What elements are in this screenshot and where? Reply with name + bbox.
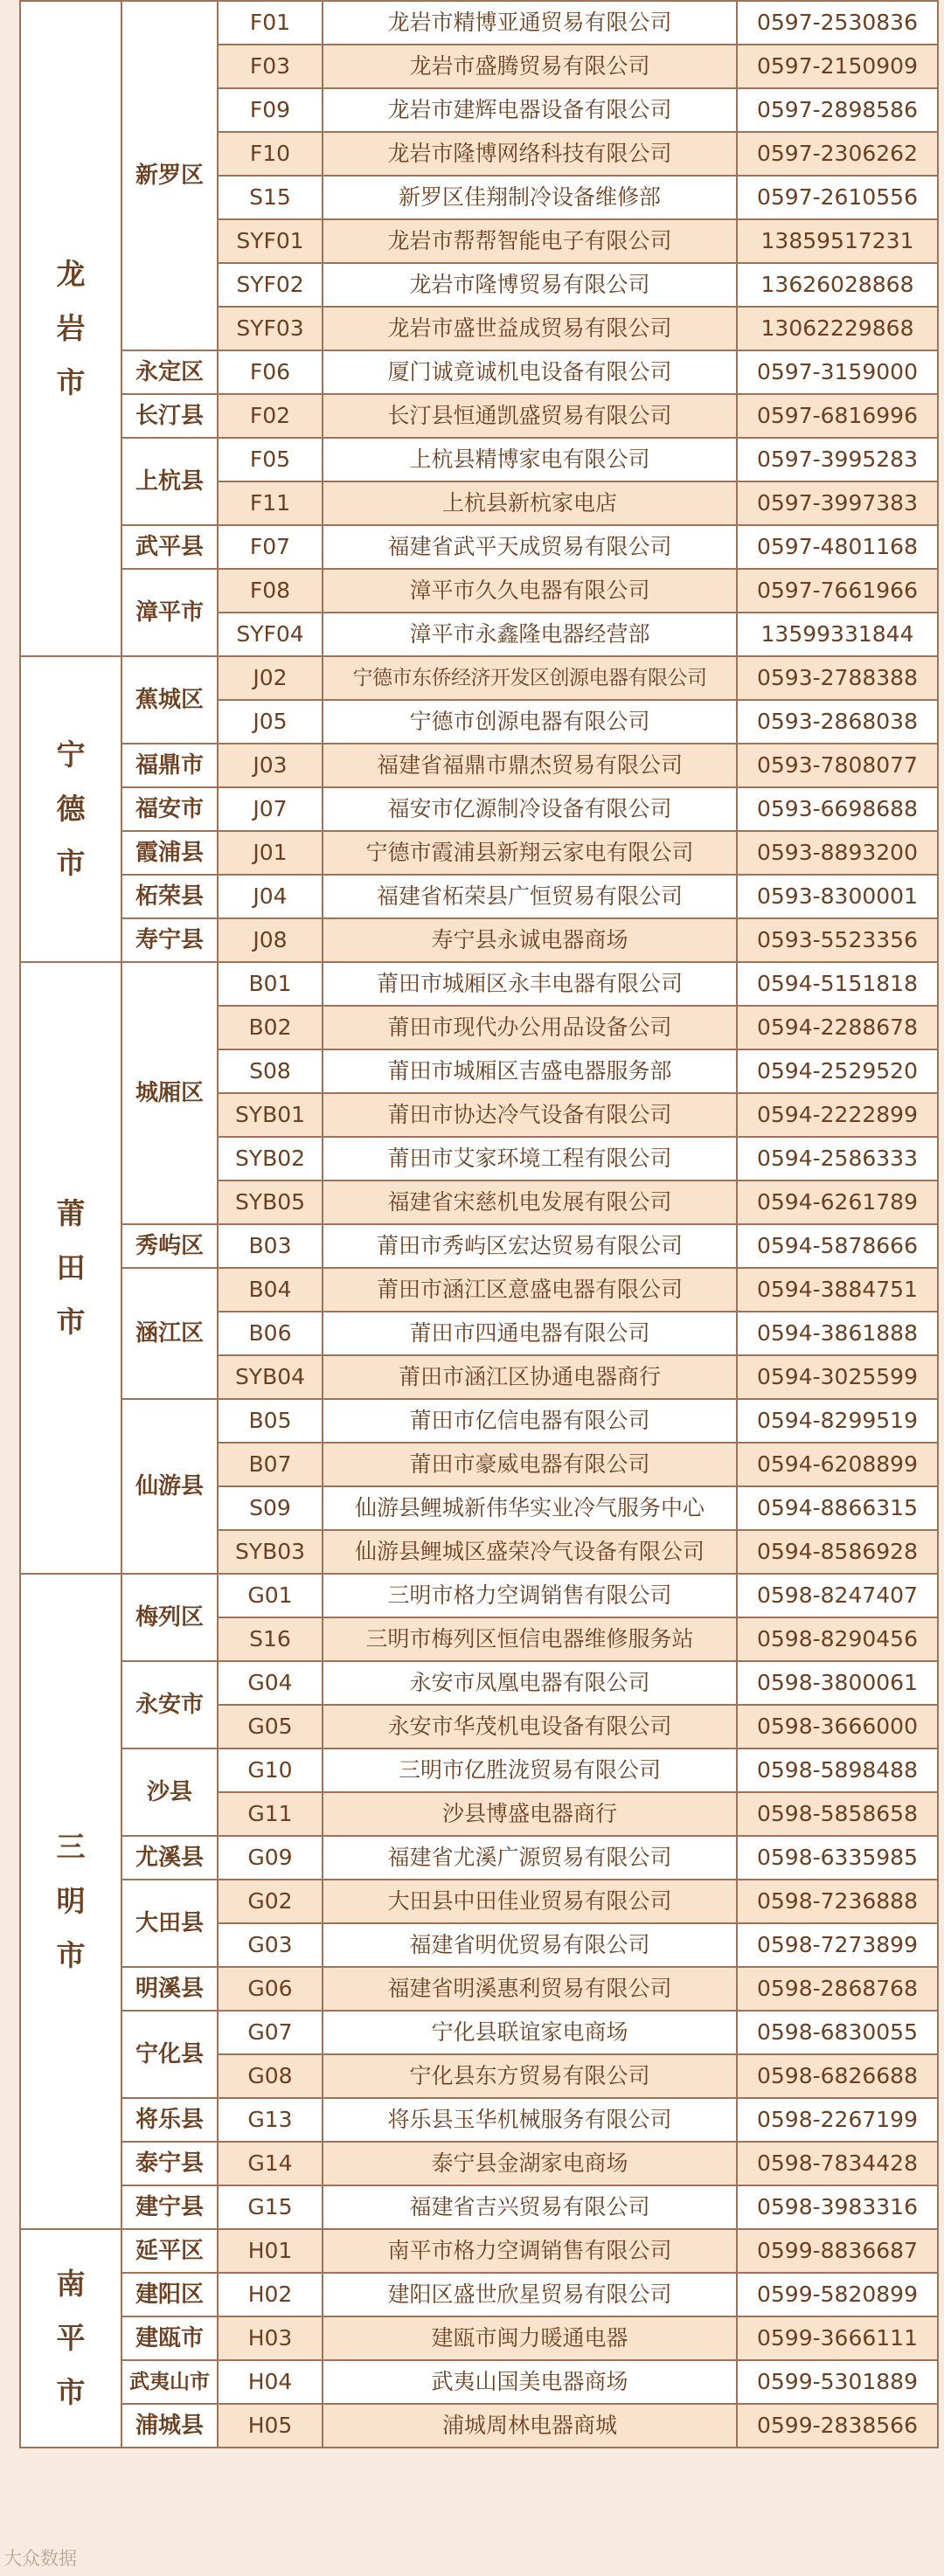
city-name: 宁德市 [56, 737, 86, 880]
dealer-name-cell: 宁德市东侨经济开发区创源电器有限公司 [323, 656, 737, 700]
dealer-name-cell: 莆田市城厢区吉盛电器服务部 [323, 1049, 737, 1093]
table-row [20, 787, 938, 831]
dealer-code-cell: F01 [218, 1, 323, 45]
dealer-code-cell: S09 [218, 1486, 323, 1530]
table-row [20, 1661, 938, 1705]
district-cell: 柘荣县 [121, 875, 218, 918]
dealer-phone-cell: 0594-8586928 [737, 1530, 938, 1574]
dealer-name-cell: 寿宁县永诚电器商场 [323, 918, 737, 962]
dealer-code-cell: J08 [218, 918, 323, 962]
district-cell: 武平县 [121, 525, 218, 569]
dealer-name-cell: 龙岩市盛腾贸易有限公司 [323, 45, 737, 88]
dealer-phone-cell: 0598-3666000 [737, 1705, 938, 1748]
dealer-name-cell: 宁德市创源电器有限公司 [323, 700, 737, 744]
district-cell: 漳平市 [121, 569, 218, 656]
dealer-phone-cell: 0599-3666111 [737, 2316, 938, 2360]
dealer-code-cell: F06 [218, 350, 323, 394]
district-cell: 长汀县 [121, 394, 218, 438]
dealer-phone-cell: 0597-2150909 [737, 45, 938, 88]
district-cell: 将乐县 [121, 2098, 218, 2142]
district-cell: 武夷山市 [121, 2360, 218, 2404]
dealer-name-cell: 厦门诚竟诚机电设备有限公司 [323, 350, 737, 394]
dealer-name-cell: 龙岩市帮帮智能电子有限公司 [323, 219, 737, 263]
dealer-code-cell: S16 [218, 1617, 323, 1661]
district-cell: 蕉城区 [121, 656, 218, 744]
table-row [20, 438, 938, 481]
table-row [20, 1574, 938, 1617]
dealer-phone-cell: 0597-2530836 [737, 1, 938, 45]
dealer-name-cell: 福安市亿源制冷设备有限公司 [323, 787, 737, 831]
district-cell: 城厢区 [121, 962, 218, 1224]
dealer-phone-cell: 0598-7834428 [737, 2142, 938, 2185]
dealer-name-cell: 泰宁县金湖家电商场 [323, 2142, 737, 2185]
dealer-code-cell: G13 [218, 2098, 323, 2142]
dealer-code-cell: SYB03 [218, 1530, 323, 1574]
dealer-name-cell: 莆田市涵江区意盛电器有限公司 [323, 1268, 737, 1312]
dealer-phone-cell: 0593-2868038 [737, 700, 938, 744]
dealer-name-cell: 漳平市永鑫隆电器经营部 [323, 613, 737, 656]
dealer-code-cell: S15 [218, 176, 323, 219]
dealer-name-cell: 福建省明溪惠利贸易有限公司 [323, 1967, 737, 2011]
table-row [20, 2273, 938, 2316]
dealer-code-cell: G03 [218, 1923, 323, 1967]
dealer-name-cell: 三明市格力空调销售有限公司 [323, 1574, 737, 1617]
dealer-name-cell: 莆田市亿信电器有限公司 [323, 1399, 737, 1443]
dealer-phone-cell: 0594-6261789 [737, 1181, 938, 1224]
dealer-phone-cell: 0593-6698688 [737, 787, 938, 831]
dealer-phone-cell: 0599-5820899 [737, 2273, 938, 2316]
dealer-code-cell: J04 [218, 875, 323, 918]
dealer-code-cell: SYB04 [218, 1355, 323, 1399]
dealer-phone-cell: 0593-7808077 [737, 744, 938, 787]
table-row [20, 569, 938, 613]
district-cell: 尤溪县 [121, 1836, 218, 1880]
dealer-name-cell: 仙游县鲤城区盛荣冷气设备有限公司 [323, 1530, 737, 1574]
district-cell: 新罗区 [121, 1, 218, 350]
dealer-name-cell: 莆田市现代办公用品设备公司 [323, 1006, 737, 1049]
dealer-name-cell: 建瓯市闽力暖通电器 [323, 2316, 737, 2360]
dealer-code-cell: SYB05 [218, 1181, 323, 1224]
dealer-name-cell: 将乐县玉华机械服务有限公司 [323, 2098, 737, 2142]
district-cell: 永安市 [121, 1661, 218, 1748]
district-cell: 寿宁县 [121, 918, 218, 962]
dealer-name-cell: 建阳区盛世欣星贸易有限公司 [323, 2273, 737, 2316]
table-row [20, 744, 938, 787]
dealer-code-cell: J05 [218, 700, 323, 744]
dealer-name-cell: 上杭县新杭家电店 [323, 481, 737, 525]
dealer-table [19, 0, 939, 2448]
dealer-name-cell: 宁德市霞浦县新翔云家电有限公司 [323, 831, 737, 875]
district-cell: 霞浦县 [121, 831, 218, 875]
dealer-code-cell: G01 [218, 1574, 323, 1617]
table-row [20, 1967, 938, 2011]
dealer-phone-cell: 13062229868 [737, 307, 938, 350]
dealer-code-cell: B03 [218, 1224, 323, 1268]
dealer-name-cell: 龙岩市盛世益成贸易有限公司 [323, 307, 737, 350]
table-row [20, 656, 938, 700]
dealer-code-cell: B06 [218, 1312, 323, 1355]
dealer-name-cell: 龙岩市精博亚通贸易有限公司 [323, 1, 737, 45]
dealer-phone-cell: 0598-3983316 [737, 2185, 938, 2229]
dealer-phone-cell: 0597-3159000 [737, 350, 938, 394]
district-cell: 建阳区 [121, 2273, 218, 2316]
dealer-name-cell: 莆田市豪威电器有限公司 [323, 1443, 737, 1486]
district-cell: 梅列区 [121, 1574, 218, 1661]
district-cell: 秀屿区 [121, 1224, 218, 1268]
dealer-code-cell: G06 [218, 1967, 323, 2011]
table-row [20, 1224, 938, 1268]
dealer-phone-cell: 0593-2788388 [737, 656, 938, 700]
dealer-phone-cell: 0598-2267199 [737, 2098, 938, 2142]
dealer-code-cell: B01 [218, 962, 323, 1006]
dealer-code-cell: F07 [218, 525, 323, 569]
dealer-phone-cell: 0597-4801168 [737, 525, 938, 569]
table-row [20, 962, 938, 1006]
table-row [20, 2185, 938, 2229]
dealer-name-cell: 福建省吉兴贸易有限公司 [323, 2185, 737, 2229]
dealer-code-cell: H05 [218, 2404, 323, 2448]
dealer-phone-cell: 0597-3997383 [737, 481, 938, 525]
table-row [20, 394, 938, 438]
dealer-code-cell: SYF04 [218, 613, 323, 656]
dealer-code-cell: J01 [218, 831, 323, 875]
dealer-phone-cell: 0594-8299519 [737, 1399, 938, 1443]
dealer-code-cell: SYF02 [218, 263, 323, 307]
table-row [20, 2098, 938, 2142]
dealer-phone-cell: 0597-2610556 [737, 176, 938, 219]
dealer-name-cell: 莆田市艾家环境工程有限公司 [323, 1137, 737, 1181]
dealer-phone-cell: 0594-2222899 [737, 1093, 938, 1137]
city-name: 莆田市 [56, 1196, 86, 1339]
table-row [20, 1399, 938, 1443]
district-cell: 福安市 [121, 787, 218, 831]
district-cell: 泰宁县 [121, 2142, 218, 2185]
dealer-phone-cell: 0593-8893200 [737, 831, 938, 875]
dealer-name-cell: 福建省柘荣县广恒贸易有限公司 [323, 875, 737, 918]
dealer-name-cell: 永安市华茂机电设备有限公司 [323, 1705, 737, 1748]
dealer-code-cell: G04 [218, 1661, 323, 1705]
table-row [20, 2316, 938, 2360]
dealer-name-cell: 三明市梅列区恒信电器维修服务站 [323, 1617, 737, 1661]
dealer-name-cell: 福建省明优贸易有限公司 [323, 1923, 737, 1967]
dealer-code-cell: F08 [218, 569, 323, 613]
dealer-code-cell: G09 [218, 1836, 323, 1880]
dealer-phone-cell: 0598-7273899 [737, 1923, 938, 1967]
dealer-phone-cell: 0597-2898586 [737, 88, 938, 132]
dealer-phone-cell: 13859517231 [737, 219, 938, 263]
dealer-code-cell: J07 [218, 787, 323, 831]
dealer-name-cell: 莆田市秀屿区宏达贸易有限公司 [323, 1224, 737, 1268]
dealer-phone-cell: 0594-8866315 [737, 1486, 938, 1530]
dealer-name-cell: 新罗区佳翔制冷设备维修部 [323, 176, 737, 219]
dealer-phone-cell: 0597-6816996 [737, 394, 938, 438]
city-cell [20, 962, 121, 1574]
dealer-code-cell: G15 [218, 2185, 323, 2229]
dealer-name-cell: 南平市格力空调销售有限公司 [323, 2229, 737, 2273]
dealer-name-cell: 上杭县精博家电有限公司 [323, 438, 737, 481]
dealer-phone-cell: 13599331844 [737, 613, 938, 656]
dealer-phone-cell: 0593-8300001 [737, 875, 938, 918]
dealer-phone-cell: 0598-2868768 [737, 1967, 938, 2011]
dealer-phone-cell: 0598-6826688 [737, 2054, 938, 2098]
dealer-code-cell: F02 [218, 394, 323, 438]
dealer-phone-cell: 0597-2306262 [737, 132, 938, 176]
dealer-name-cell: 莆田市涵江区协通电器商行 [323, 1355, 737, 1399]
dealer-code-cell: G02 [218, 1880, 323, 1923]
dealer-code-cell: B04 [218, 1268, 323, 1312]
dealer-code-cell: F03 [218, 45, 323, 88]
dealer-code-cell: H02 [218, 2273, 323, 2316]
dealer-phone-cell: 0594-3884751 [737, 1268, 938, 1312]
dealer-code-cell: S08 [218, 1049, 323, 1093]
dealer-phone-cell: 0599-2838566 [737, 2404, 938, 2448]
dealer-name-cell: 沙县博盛电器商行 [323, 1792, 737, 1836]
dealer-name-cell: 仙游县鲤城新伟华实业冷气服务中心 [323, 1486, 737, 1530]
table-row [20, 2404, 938, 2448]
dealer-name-cell: 武夷山国美电器商场 [323, 2360, 737, 2404]
dealer-phone-cell: 0598-8247407 [737, 1574, 938, 1617]
dealer-code-cell: F10 [218, 132, 323, 176]
table-row [20, 1268, 938, 1312]
dealer-code-cell: G07 [218, 2011, 323, 2054]
dealer-phone-cell: 0594-2288678 [737, 1006, 938, 1049]
dealer-code-cell: SYB01 [218, 1093, 323, 1137]
district-cell: 涵江区 [121, 1268, 218, 1399]
dealer-phone-cell: 0598-5858658 [737, 1792, 938, 1836]
city-name: 三明市 [56, 1830, 86, 1972]
dealer-phone-cell: 0594-2529520 [737, 1049, 938, 1093]
dealer-code-cell: F05 [218, 438, 323, 481]
watermark-text: 大众数据 [3, 2548, 77, 2569]
table-row [20, 875, 938, 918]
table-row [20, 831, 938, 875]
dealer-code-cell: SYF01 [218, 219, 323, 263]
dealer-code-cell: G10 [218, 1748, 323, 1792]
dealer-code-cell: B07 [218, 1443, 323, 1486]
dealer-table-body [20, 1, 938, 2448]
district-cell: 浦城县 [121, 2404, 218, 2448]
dealer-name-cell: 莆田市协达冷气设备有限公司 [323, 1093, 737, 1137]
dealer-code-cell: G08 [218, 2054, 323, 2098]
dealer-phone-cell: 0597-7661966 [737, 569, 938, 613]
dealer-name-cell: 长汀县恒通凯盛贸易有限公司 [323, 394, 737, 438]
table-row [20, 525, 938, 569]
dealer-code-cell: B02 [218, 1006, 323, 1049]
dealer-name-cell: 永安市凤凰电器有限公司 [323, 1661, 737, 1705]
dealer-name-cell: 龙岩市隆博贸易有限公司 [323, 263, 737, 307]
dealer-phone-cell: 0598-7236888 [737, 1880, 938, 1923]
table-row [20, 2142, 938, 2185]
dealer-name-cell: 莆田市城厢区永丰电器有限公司 [323, 962, 737, 1006]
dealer-phone-cell: 0597-3995283 [737, 438, 938, 481]
dealer-name-cell: 三明市亿胜泷贸易有限公司 [323, 1748, 737, 1792]
dealer-name-cell: 福建省福鼎市鼎杰贸易有限公司 [323, 744, 737, 787]
table-row [20, 1748, 938, 1792]
dealer-phone-cell: 0598-6830055 [737, 2011, 938, 2054]
dealer-code-cell: H03 [218, 2316, 323, 2360]
dealer-code-cell: H04 [218, 2360, 323, 2404]
dealer-phone-cell: 0594-2586333 [737, 1137, 938, 1181]
district-cell: 建瓯市 [121, 2316, 218, 2360]
dealer-phone-cell: 0599-8836687 [737, 2229, 938, 2273]
district-cell: 仙游县 [121, 1399, 218, 1574]
dealer-name-cell: 宁化县东方贸易有限公司 [323, 2054, 737, 2098]
district-cell: 延平区 [121, 2229, 218, 2273]
table-row [20, 2360, 938, 2404]
dealer-code-cell: SYB02 [218, 1137, 323, 1181]
dealer-phone-cell: 0598-6335985 [737, 1836, 938, 1880]
dealer-code-cell: J03 [218, 744, 323, 787]
dealer-phone-cell: 0598-8290456 [737, 1617, 938, 1661]
city-name: 龙岩市 [56, 257, 86, 399]
district-cell: 永定区 [121, 350, 218, 394]
table-row [20, 2011, 938, 2054]
dealer-code-cell: G05 [218, 1705, 323, 1748]
dealer-name-cell: 福建省尤溪广源贸易有限公司 [323, 1836, 737, 1880]
dealer-name-cell: 宁化县联谊家电商场 [323, 2011, 737, 2054]
district-cell: 明溪县 [121, 1967, 218, 2011]
dealer-code-cell: SYF03 [218, 307, 323, 350]
table-row [20, 1880, 938, 1923]
table-row [20, 1836, 938, 1880]
dealer-phone-cell: 0599-5301889 [737, 2360, 938, 2404]
district-cell: 沙县 [121, 1748, 218, 1836]
city-cell [20, 1, 121, 656]
district-cell: 大田县 [121, 1880, 218, 1967]
table-row [20, 918, 938, 962]
dealer-name-cell: 龙岩市隆博网络科技有限公司 [323, 132, 737, 176]
dealer-phone-cell: 0594-5878666 [737, 1224, 938, 1268]
table-row [20, 350, 938, 394]
dealer-code-cell: H01 [218, 2229, 323, 2273]
dealer-code-cell: F11 [218, 481, 323, 525]
city-name: 南平市 [56, 2267, 86, 2409]
dealer-phone-cell: 0594-3861888 [737, 1312, 938, 1355]
dealer-phone-cell: 0594-5151818 [737, 962, 938, 1006]
dealer-phone-cell: 0598-5898488 [737, 1748, 938, 1792]
dealer-phone-cell: 13626028868 [737, 263, 938, 307]
dealer-name-cell: 福建省武平天成贸易有限公司 [323, 525, 737, 569]
city-cell [20, 1574, 121, 2229]
dealer-phone-cell: 0594-3025599 [737, 1355, 938, 1399]
district-cell: 上杭县 [121, 438, 218, 525]
dealer-code-cell: B05 [218, 1399, 323, 1443]
dealer-phone-cell: 0598-3800061 [737, 1661, 938, 1705]
dealer-phone-cell: 0593-5523356 [737, 918, 938, 962]
dealer-name-cell: 莆田市四通电器有限公司 [323, 1312, 737, 1355]
dealer-name-cell: 龙岩市建辉电器设备有限公司 [323, 88, 737, 132]
city-cell [20, 2229, 121, 2448]
district-cell: 建宁县 [121, 2185, 218, 2229]
dealer-name-cell: 漳平市久久电器有限公司 [323, 569, 737, 613]
district-cell: 宁化县 [121, 2011, 218, 2098]
dealer-code-cell: G14 [218, 2142, 323, 2185]
dealer-code-cell: J02 [218, 656, 323, 700]
dealer-code-cell: F09 [218, 88, 323, 132]
dealer-name-cell: 浦城周林电器商城 [323, 2404, 737, 2448]
district-cell: 福鼎市 [121, 744, 218, 787]
city-cell [20, 656, 121, 962]
dealer-name-cell: 大田县中田佳业贸易有限公司 [323, 1880, 737, 1923]
table-row [20, 1, 938, 45]
table-row [20, 2229, 938, 2273]
dealer-name-cell: 福建省宋慈机电发展有限公司 [323, 1181, 737, 1224]
dealer-code-cell: G11 [218, 1792, 323, 1836]
dealer-phone-cell: 0594-6208899 [737, 1443, 938, 1486]
